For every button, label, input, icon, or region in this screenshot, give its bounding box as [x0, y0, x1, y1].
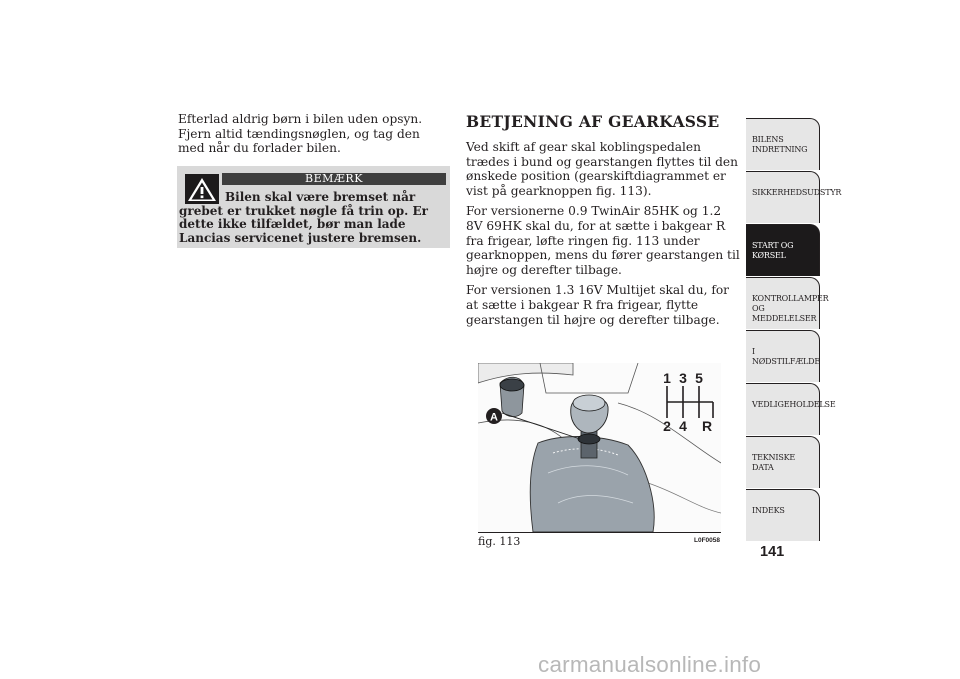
section-title: BETJENING AF GEARKASSE — [466, 112, 720, 131]
figure-code: L0F0058 — [694, 537, 721, 544]
note-box — [177, 166, 450, 248]
note-heading: BEMÆRK — [222, 173, 446, 185]
gearshift-illustration — [478, 363, 721, 532]
tab-label-line: START OG KØRSEL — [752, 241, 794, 260]
gear-1-label: 1 — [663, 370, 671, 386]
tab-label-line: I NØDSTILFÆLDE — [752, 347, 820, 366]
gear-reverse-label: R — [701, 418, 713, 434]
tab-label-line: OG MEDDELELSER — [752, 304, 817, 323]
tab-label-line: BILENS — [752, 135, 784, 144]
paragraph-multijet-reverse: For versionen 1.3 16V Multijet skal du, for at sætte i bakgear R fra frigear, flytte gearstangen til højre og derefter tilbage. — [466, 283, 730, 327]
gear-2-label: 2 — [663, 418, 671, 434]
section-body — [466, 140, 740, 333]
paragraph-gear-change: Ved skift af gear skal koblingspedalen trædes i bund og gearstangen flyttes til den ønskede position (gearskiftdiagrammet er vist på gearknoppen fig. 113). — [466, 140, 738, 198]
callout-label: A — [490, 411, 498, 424]
tab-label-line: VEDLIGEHOLDELSE — [752, 400, 836, 409]
gear-5-label: 5 — [695, 370, 703, 386]
gearshift-figure — [478, 363, 721, 533]
tab-indeks[interactable] — [746, 489, 820, 541]
figure-caption: fig. 113 — [478, 535, 521, 548]
paragraph-twinair-reverse: For versionerne 0.9 TwinAir 85HK og 1.2 8V 69HK skal du, for at sætte i bakgear R fra frigear, løfte ringen fig. 113 under gearknoppen, mens du fører gearstangen til højre og derefter tilbage. — [466, 204, 740, 277]
tab-kontrollamper[interactable] — [746, 277, 829, 329]
tab-label-line: KONTROLLAMPER — [752, 294, 829, 303]
tab-label-line: TEKNISKE DATA — [752, 453, 796, 472]
gear-4-label: 4 — [679, 418, 687, 434]
shift-pattern — [663, 370, 713, 434]
tab-vedligeholdelse[interactable] — [746, 383, 836, 435]
watermark: carmanualsonline.info — [538, 652, 762, 677]
page-number: 141 — [760, 544, 785, 560]
gear-3-label: 3 — [679, 370, 687, 386]
tab-sikkerhedsudstyr[interactable] — [746, 171, 842, 223]
tab-label-line: SIKKERHEDSUDSTYR — [752, 188, 842, 197]
tab-bilens-indretning[interactable] — [746, 118, 820, 170]
tab-label-line: INDRETNING — [752, 145, 808, 154]
left-paragraph: Efterlad aldrig børn i bilen uden opsyn. Fjern altid tændingsnøglen, og tag den med når du forlader bilen. — [178, 112, 423, 156]
tab-i-nodstilfaelde[interactable] — [746, 330, 820, 382]
note-text: Bilen skal være bremset når grebet er trukket nøgle få trin op. Er dette ikke tilfældet, bør man lade Lancias servicenet justere bremsen. — [179, 190, 428, 245]
tab-start-og-korsel[interactable] — [746, 224, 820, 276]
tab-tekniske-data[interactable] — [746, 436, 820, 488]
tab-label-line: INDEKS — [752, 506, 785, 515]
